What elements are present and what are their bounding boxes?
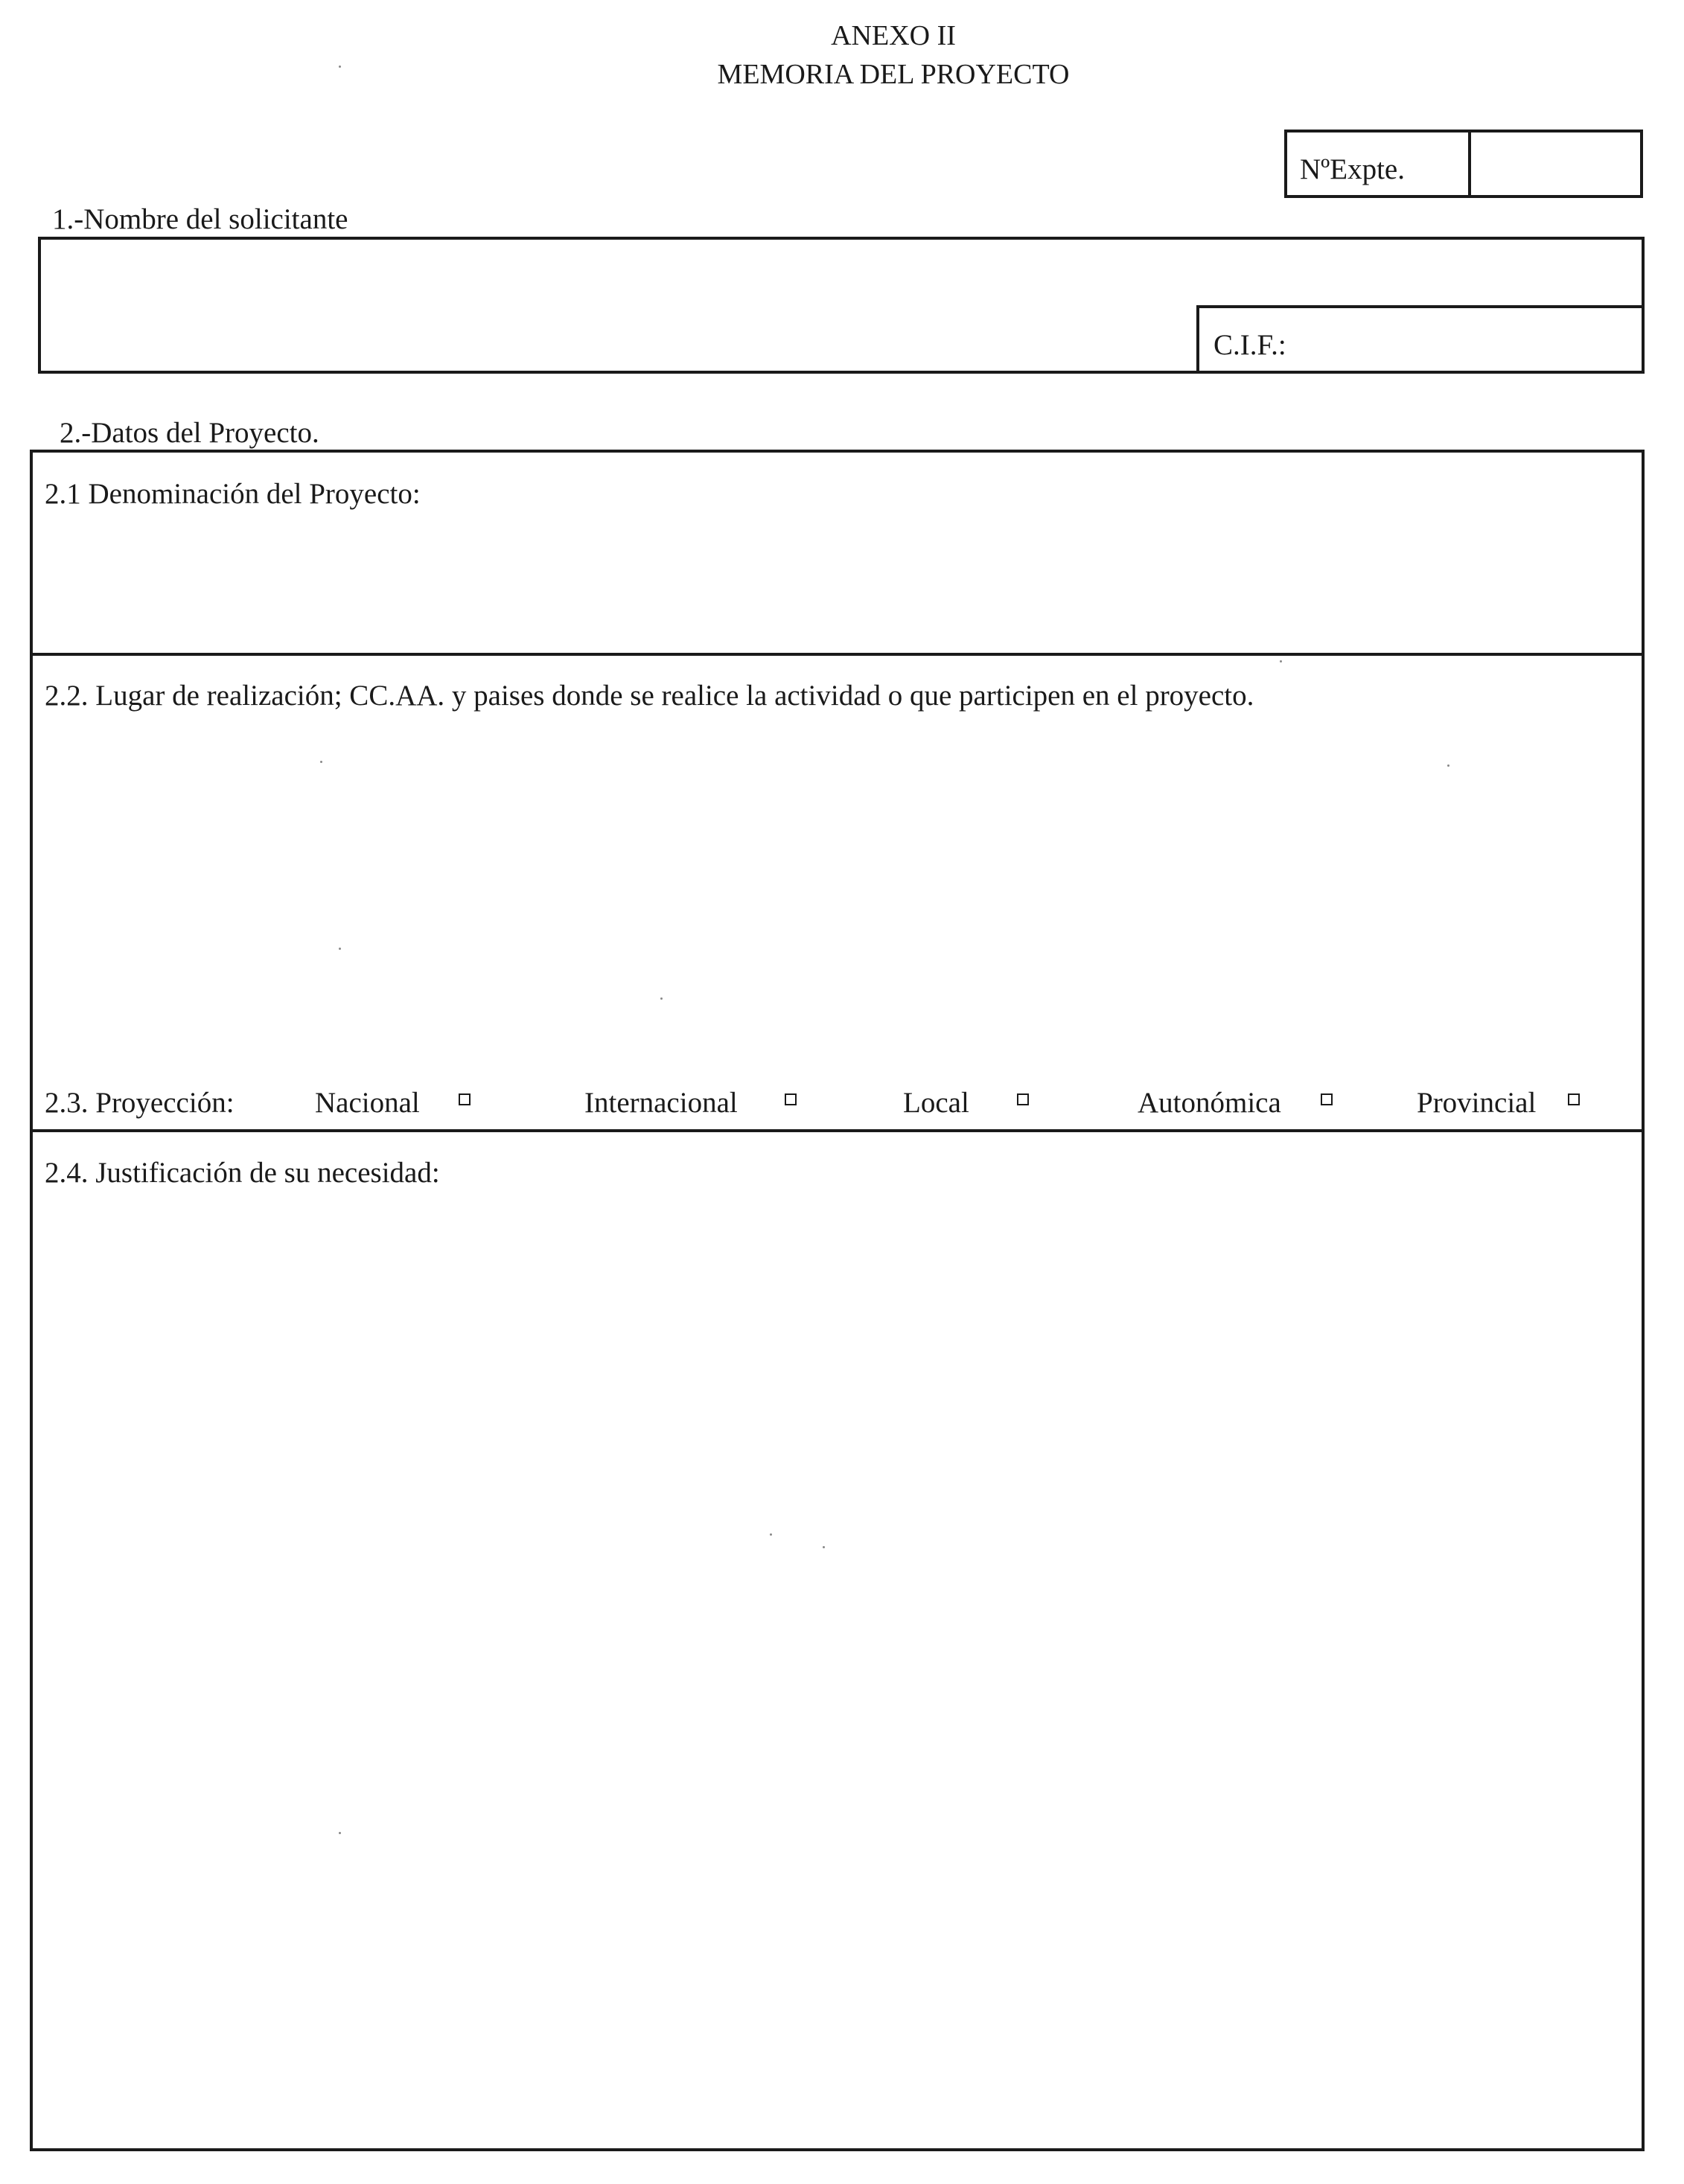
applicant-name-input[interactable] (52, 249, 1176, 301)
divider-2-3 (30, 1129, 1645, 1132)
option-autonomica-checkbox[interactable] (1321, 1093, 1333, 1105)
scan-speck (339, 1832, 341, 1834)
option-provincial-label: Provincial (1417, 1087, 1537, 1119)
option-provincial-checkbox[interactable] (1568, 1093, 1580, 1105)
location-label: 2.2. Lugar de realización; CC.AA. y paises donde se realice la actividad o que participen en el proyecto. (45, 680, 1254, 712)
option-autonomica-label: Autonómica (1138, 1087, 1281, 1119)
scan-speck (770, 1533, 772, 1536)
scan-speck (1447, 764, 1449, 767)
option-nacional-checkbox[interactable] (459, 1093, 471, 1105)
option-nacional-label: Nacional (315, 1087, 420, 1119)
scan-speck (339, 66, 341, 68)
justification-label: 2.4. Justificación de su necesidad: (45, 1157, 440, 1189)
scan-speck (823, 1546, 825, 1548)
expediente-label: NºExpte. (1300, 153, 1405, 185)
scan-speck (1280, 660, 1282, 662)
option-local-label: Local (903, 1087, 969, 1119)
cif-left-border (1196, 305, 1199, 374)
justification-input[interactable] (45, 1201, 1623, 2132)
project-data-label: 2.-Datos del Proyecto. (60, 417, 319, 449)
projection-label: 2.3. Proyección: (45, 1087, 235, 1119)
applicant-name-label: 1.-Nombre del solicitante (52, 203, 348, 235)
expediente-input[interactable] (1477, 143, 1635, 188)
annex-number: ANEXO II (831, 20, 956, 51)
cif-input[interactable] (1310, 319, 1632, 363)
scan-speck (339, 948, 341, 950)
project-name-label: 2.1 Denominación del Proyecto: (45, 478, 421, 510)
option-internacional-label: Internacional (584, 1087, 738, 1119)
cif-label: C.I.F.: (1213, 329, 1286, 361)
scan-speck (660, 997, 663, 1000)
expediente-divider (1468, 130, 1471, 198)
option-internacional-checkbox[interactable] (785, 1093, 797, 1105)
divider-2-1 (30, 653, 1645, 656)
cif-top-border (1196, 305, 1645, 308)
project-name-input[interactable] (45, 521, 1623, 640)
location-input[interactable] (45, 724, 1623, 1051)
document-title: MEMORIA DEL PROYECTO (717, 59, 1070, 90)
option-local-checkbox[interactable] (1017, 1093, 1029, 1105)
scan-speck (320, 761, 322, 763)
